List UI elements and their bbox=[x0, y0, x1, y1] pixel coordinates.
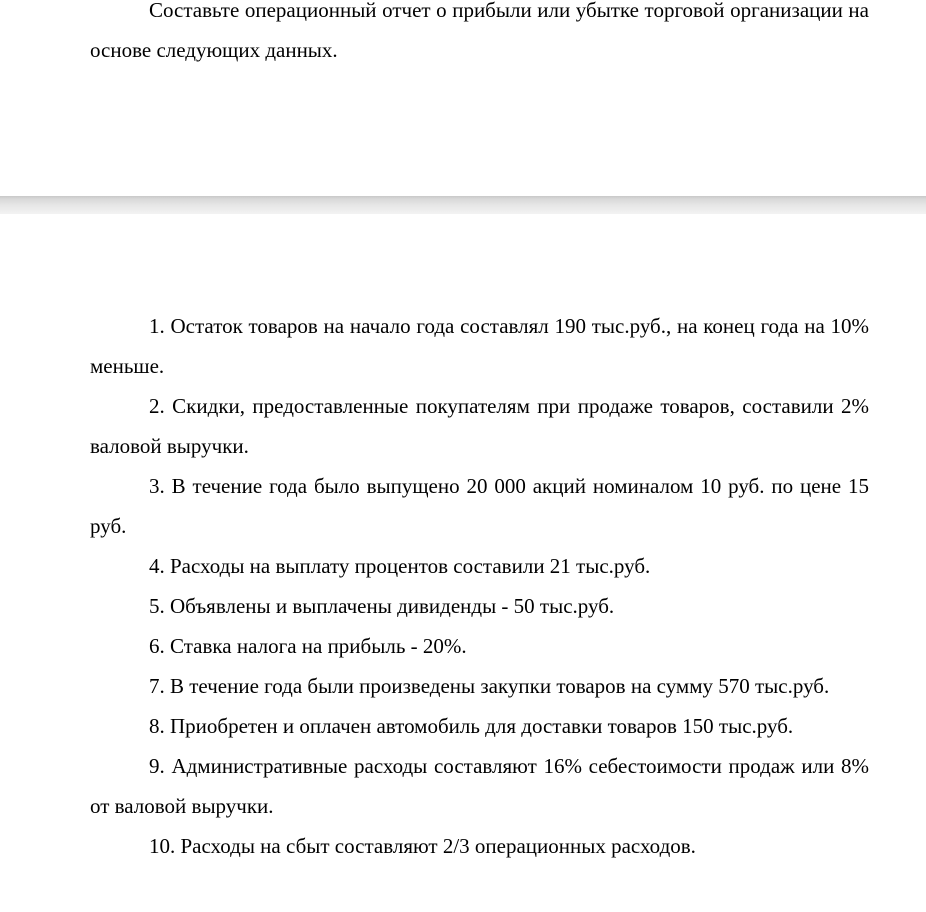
list-item: 1. Остаток товаров на начало года составлял 190 тыс.руб., на конец года на 10% меньше. bbox=[90, 314, 869, 378]
page-break-separator bbox=[0, 196, 926, 214]
list-item: 7. В течение года были произведены закупки товаров на сумму 570 тыс.руб. bbox=[149, 674, 830, 698]
list-item: 8. Приобретен и оплачен автомобиль для доставки товаров 150 тыс.руб. bbox=[149, 714, 794, 738]
document-page-top bbox=[0, 0, 926, 196]
conditions-list bbox=[90, 306, 869, 866]
list-item: 4. Расходы на выплату процентов составили 21 тыс.руб. bbox=[149, 554, 651, 578]
task-intro-paragraph: Составьте операционный отчет о прибыли или убытке торговой организации на основе следующих данных. bbox=[90, 0, 869, 62]
list-item: 3. В течение года было выпущено 20 000 акций номиналом 10 руб. по цене 15 руб. bbox=[90, 474, 869, 538]
list-item: 9. Административные расходы составляют 16% себестоимости продаж или 8% от валовой выручки. bbox=[90, 754, 869, 818]
list-item: 2. Скидки, предоставленные покупателям при продаже товаров, составили 2% валовой выручки. bbox=[90, 394, 869, 458]
list-item: 5. Объявлены и выплачены дивиденды - 50 тыс.руб. bbox=[149, 594, 615, 618]
list-item: 6. Ставка налога на прибыль - 20%. bbox=[149, 634, 467, 658]
list-item: 10. Расходы на сбыт составляют 2/3 операционных расходов. bbox=[149, 834, 696, 858]
